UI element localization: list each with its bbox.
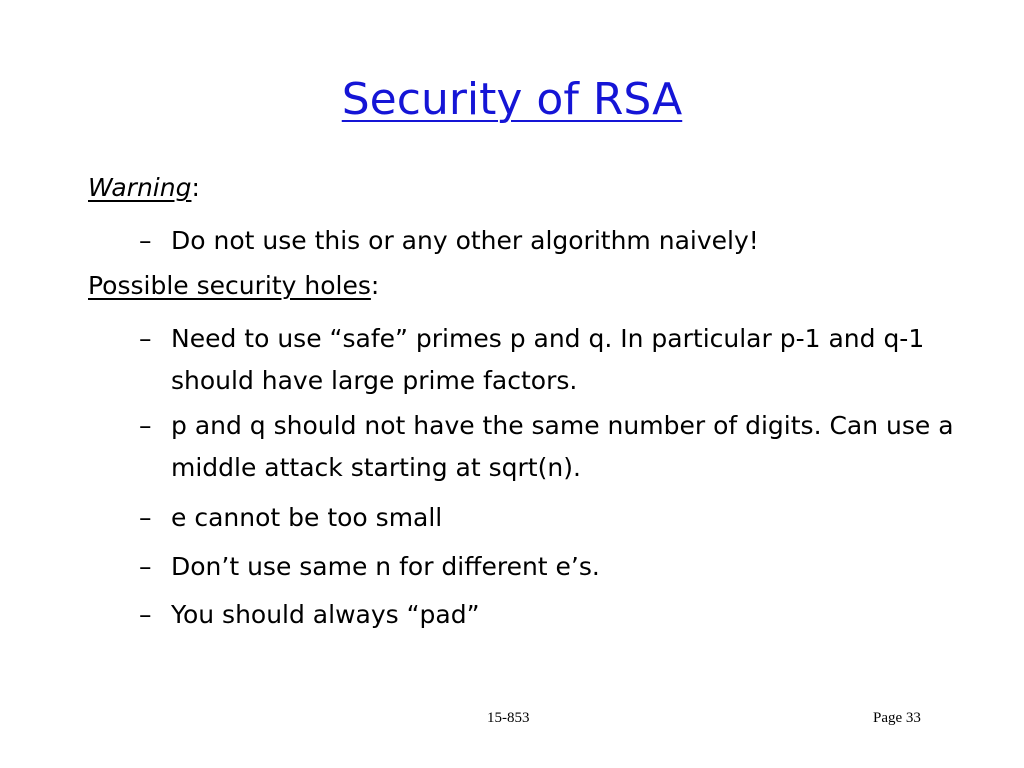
bullet-dash: –	[139, 503, 152, 532]
security-hole-item	[139, 546, 999, 588]
security-hole-item	[139, 318, 999, 402]
bullet-text: Need to use “safe” primes p and q. In particular p-1 and q-1 should have large prime factors.	[171, 324, 925, 395]
security-hole-item	[139, 594, 999, 636]
security-holes-heading	[88, 270, 379, 302]
warning-colon: :	[191, 173, 200, 202]
bullet-text: Do not use this or any other algorithm naively!	[171, 226, 759, 255]
footer-course-number: 15-853	[487, 710, 530, 726]
bullet-dash: –	[139, 324, 152, 353]
warning-keyword: Warning	[88, 173, 192, 202]
bullet-text: Don’t use same n for different e’s.	[171, 552, 600, 581]
security-holes-keyword: Possible security holes	[88, 271, 371, 300]
bullet-dash: –	[139, 226, 152, 255]
security-hole-item	[139, 405, 999, 489]
security-hole-item	[139, 497, 999, 539]
footer-page-number: Page 33	[873, 710, 921, 726]
bullet-dash: –	[139, 552, 152, 581]
bullet-dash: –	[139, 411, 152, 440]
slide-title: Security of RSA	[341, 74, 683, 125]
bullet-text: e cannot be too small	[171, 503, 443, 532]
bullet-dash: –	[139, 600, 152, 629]
bullet-text: You should always “pad”	[171, 600, 480, 629]
bullet-text: p and q should not have the same number of digits. Can use a middle attack starting at sqrt(n).	[171, 411, 954, 482]
warning-item	[139, 220, 999, 262]
security-holes-colon: :	[370, 271, 380, 300]
warning-heading	[88, 172, 200, 204]
